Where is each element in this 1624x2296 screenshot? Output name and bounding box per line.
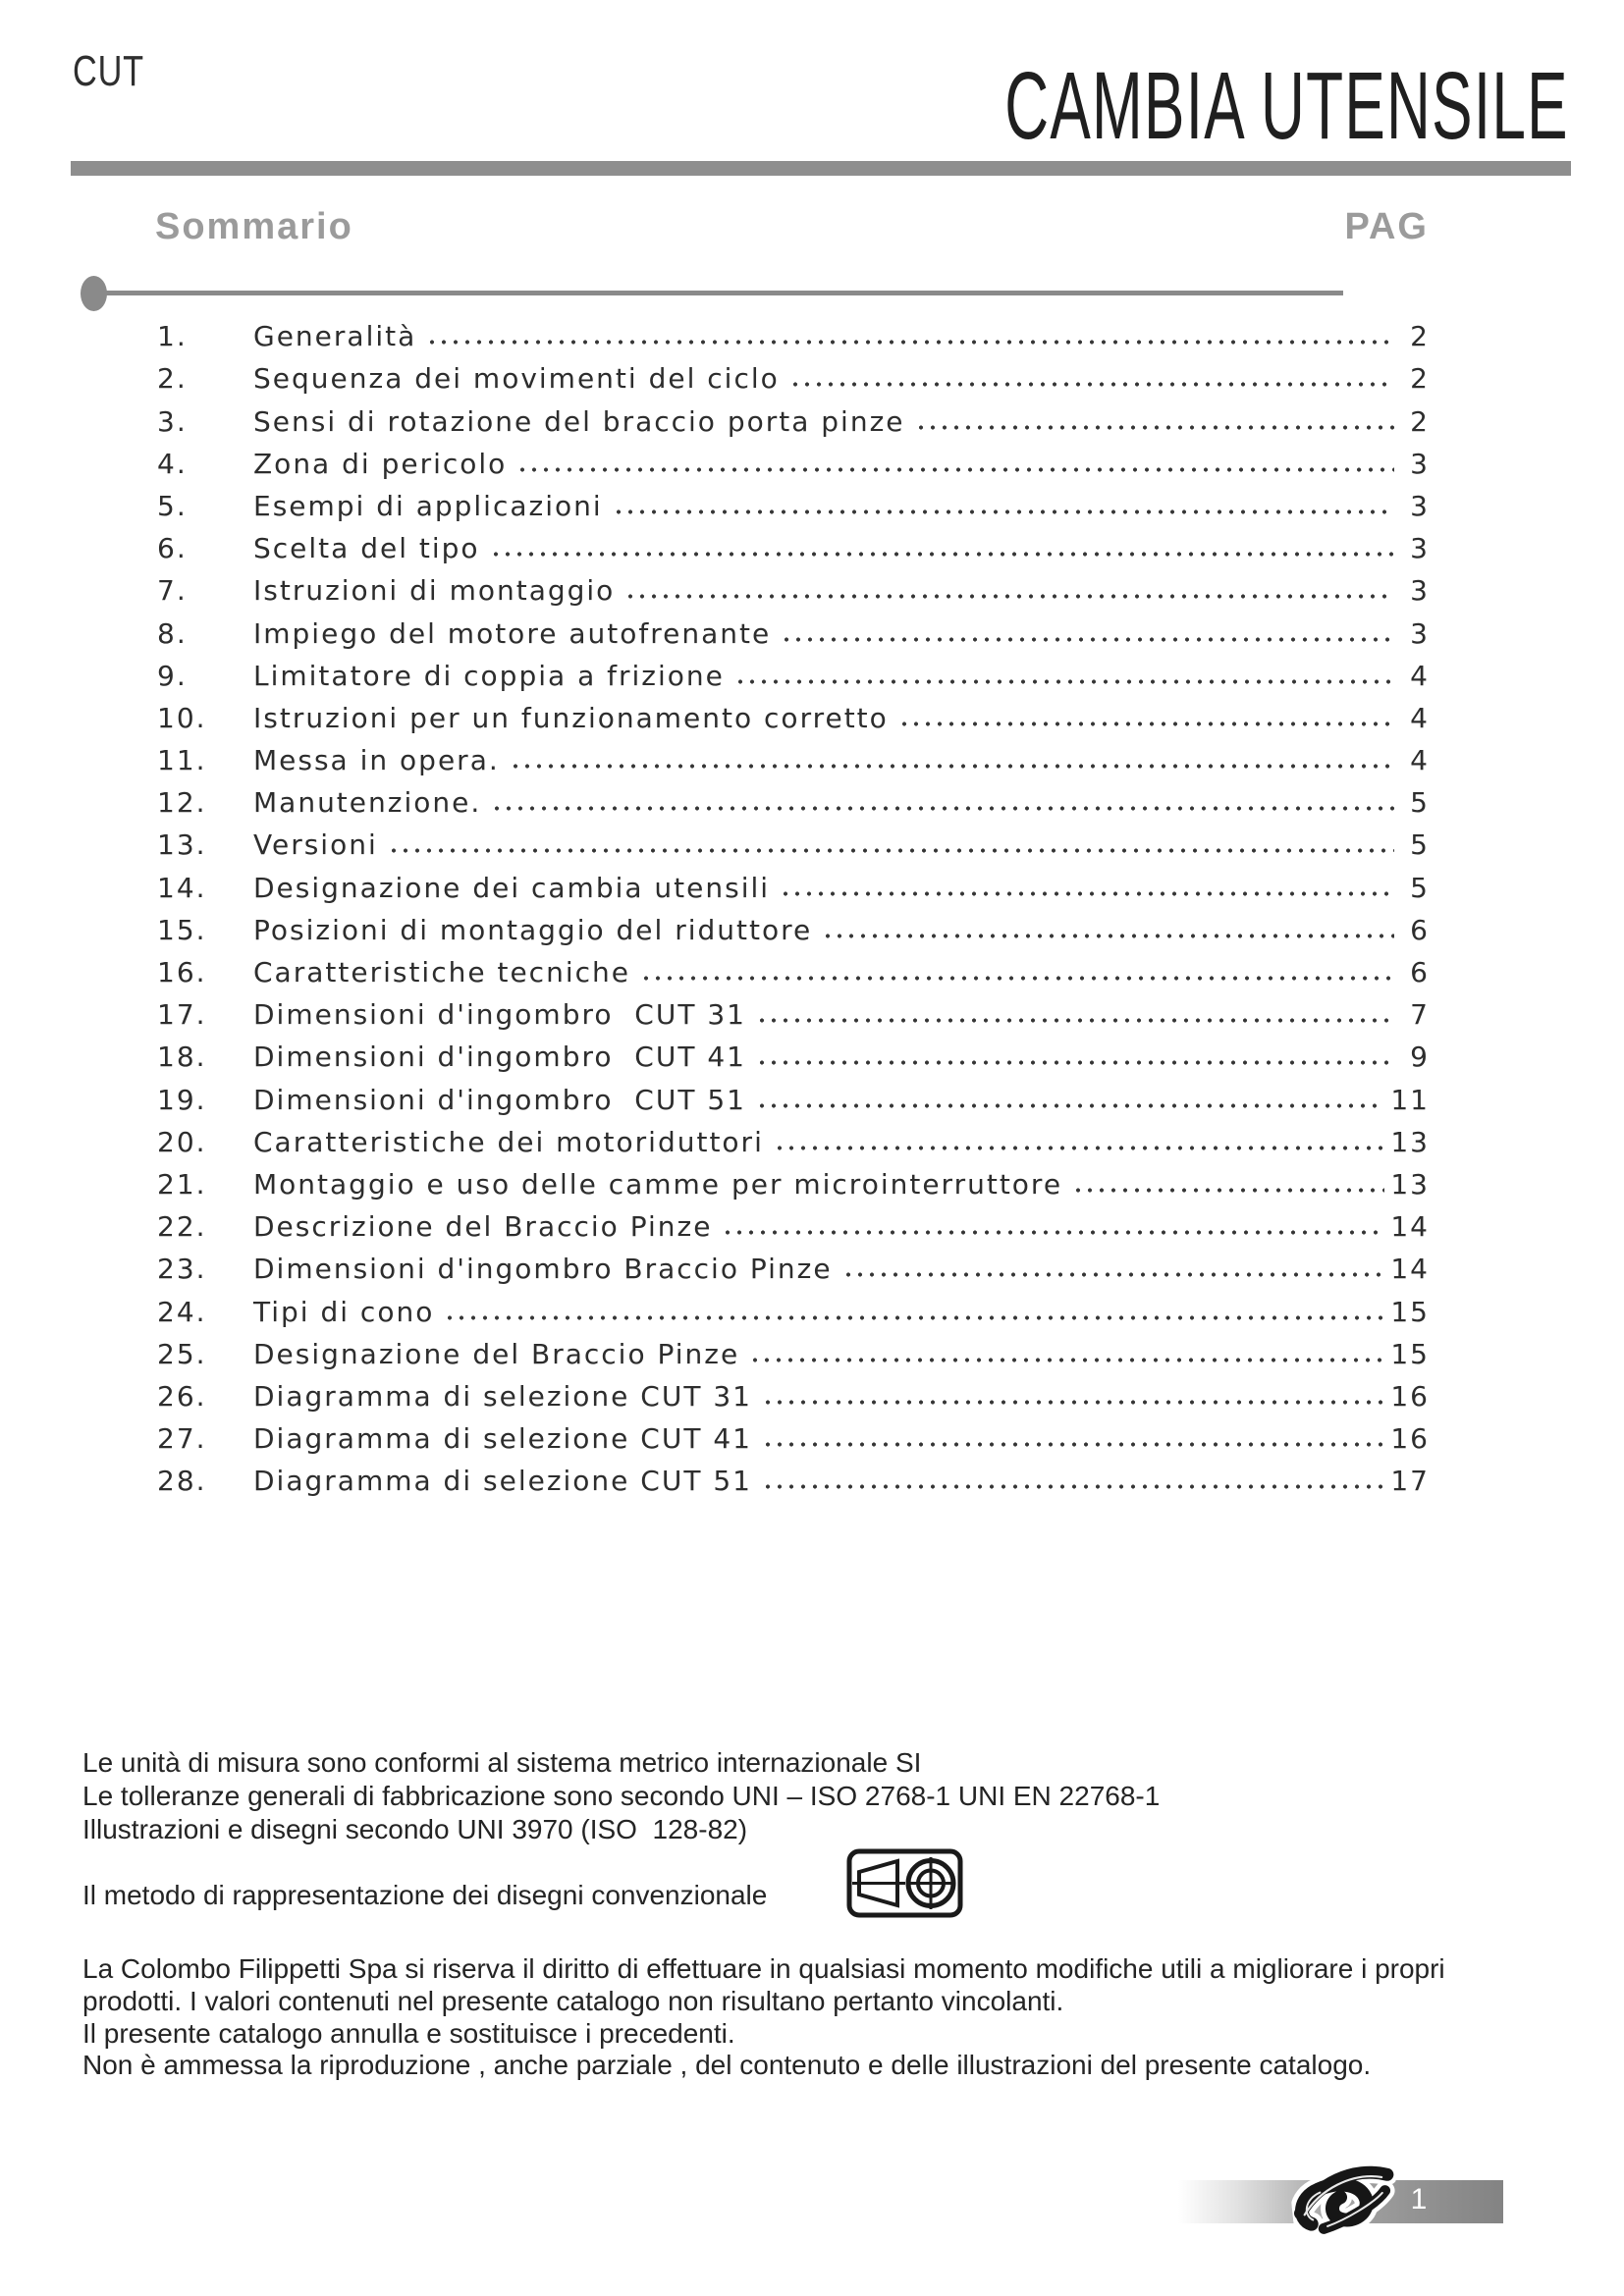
toc-row[interactable] xyxy=(157,734,1430,776)
toc-row[interactable] xyxy=(157,1116,1430,1158)
toc-item-page: 5 xyxy=(1410,786,1430,820)
toc-item-page: 3 xyxy=(1410,574,1430,608)
toc-item-number: 19. xyxy=(157,1083,207,1116)
toc-rule xyxy=(94,291,1343,295)
toc-item-number: 21. xyxy=(157,1167,207,1201)
toc-item-page: 13 xyxy=(1390,1167,1430,1201)
standards-notes xyxy=(82,1746,1160,1846)
toc-item-page: 14 xyxy=(1390,1210,1430,1244)
dot-leader xyxy=(779,607,1394,649)
toc-row[interactable] xyxy=(157,861,1430,903)
toc-item-number: 3. xyxy=(157,404,188,438)
toc-item-number: 11. xyxy=(157,744,207,777)
dot-leader xyxy=(488,522,1394,564)
toc-row[interactable] xyxy=(157,1158,1430,1201)
toc-item-number: 25. xyxy=(157,1337,207,1370)
dot-leader xyxy=(754,1031,1394,1073)
toc-item-number: 4. xyxy=(157,447,188,480)
toc-row[interactable] xyxy=(157,1328,1430,1370)
toc-row[interactable] xyxy=(157,692,1430,734)
dot-leader xyxy=(732,650,1394,692)
dot-leader xyxy=(778,861,1394,903)
dot-leader xyxy=(720,1201,1384,1243)
toc-item-number: 28. xyxy=(157,1465,207,1498)
drawing-method-note: Il metodo di rappresentazione dei disegni convenzionale xyxy=(82,1880,768,1910)
dot-leader xyxy=(820,904,1394,946)
dot-leader xyxy=(772,1116,1385,1158)
toc-item-page: 4 xyxy=(1410,701,1430,734)
disclaimer-text xyxy=(82,1953,1445,2082)
toc-item-number: 16. xyxy=(157,956,207,988)
toc-item-title: Dimensioni d'ingombro Braccio Pinze xyxy=(253,1253,833,1286)
toc-item-page: 14 xyxy=(1390,1253,1430,1286)
toc-item-title: Dimensioni d'ingombro CUT 31 xyxy=(253,998,746,1032)
note-line: Le unità di misura sono conformi al sistema metrico internazionale SI xyxy=(82,1747,922,1778)
toc-row[interactable] xyxy=(157,310,1430,352)
toc-item-title: Limitatore di coppia a frizione xyxy=(253,659,725,692)
toc-item-number: 8. xyxy=(157,616,188,650)
toc-item-title: Istruzioni per un funzionamento corretto xyxy=(253,701,889,734)
toc-item-title: Descrizione del Braccio Pinze xyxy=(253,1210,713,1244)
toc-item-title: Caratteristiche tecniche xyxy=(253,956,630,988)
toc-item-title: Zona di pericolo xyxy=(253,447,508,480)
dot-leader xyxy=(913,395,1394,437)
toc-item-title: Versioni xyxy=(253,828,378,862)
toc-item-number: 9. xyxy=(157,659,188,692)
toc-item-title: Esempi di applicazioni xyxy=(253,489,603,522)
footer-page-number: 1 xyxy=(1410,2183,1428,2216)
toc-item-page: 3 xyxy=(1410,616,1430,650)
dot-leader xyxy=(424,310,1394,352)
toc-item-title: Manutenzione. xyxy=(253,786,482,820)
toc-row[interactable] xyxy=(157,1073,1430,1115)
toc-item-page: 6 xyxy=(1410,956,1430,988)
dot-leader xyxy=(747,1328,1384,1370)
toc-row[interactable] xyxy=(157,352,1430,395)
toc-item-title: Diagramma di selezione CUT 31 xyxy=(253,1379,752,1413)
toc-item-title: Designazione dei cambia utensili xyxy=(253,871,771,904)
toc-item-number: 13. xyxy=(157,828,207,862)
toc-row[interactable] xyxy=(157,946,1430,988)
toc-list xyxy=(157,310,1430,1497)
dot-leader xyxy=(760,1413,1384,1455)
toc-item-page: 5 xyxy=(1410,828,1430,862)
toc-item-title: Dimensioni d'ingombro CUT 41 xyxy=(253,1041,746,1074)
note-line: Le tolleranze generali di fabbricazione sono secondo UNI – ISO 2768-1 UNI EN 22768-1 xyxy=(82,1781,1161,1811)
toc-item-number: 15. xyxy=(157,913,207,946)
toc-item-page: 2 xyxy=(1410,404,1430,438)
toc-item-number: 24. xyxy=(157,1295,207,1328)
toc-item-title: Diagramma di selezione CUT 51 xyxy=(253,1465,752,1498)
toc-item-number: 2. xyxy=(157,362,188,396)
toc-row[interactable] xyxy=(157,1285,1430,1327)
toc-item-page: 2 xyxy=(1410,320,1430,353)
toc-row[interactable] xyxy=(157,650,1430,692)
toc-item-page: 11 xyxy=(1390,1083,1430,1116)
toc-item-number: 12. xyxy=(157,786,207,820)
disclaimer-line: La Colombo Filippetti Spa si riserva il diritto di effettuare in qualsiasi momento modifiche utili a migliorare i propri xyxy=(82,1953,1445,1984)
toc-row[interactable] xyxy=(157,395,1430,437)
toc-item-title: Messa in opera. xyxy=(253,744,500,777)
header-divider-bar xyxy=(71,161,1571,176)
toc-row[interactable] xyxy=(157,1243,1430,1285)
toc-item-number: 10. xyxy=(157,701,207,734)
toc-item-number: 7. xyxy=(157,574,188,608)
toc-row[interactable] xyxy=(157,564,1430,607)
toc-row[interactable] xyxy=(157,988,1430,1031)
dot-leader xyxy=(760,1370,1384,1413)
product-code: CUT xyxy=(73,47,144,95)
toc-item-page: 17 xyxy=(1390,1465,1430,1498)
disclaimer-line: Il presente catalogo annulla e sostituisce i precedenti. xyxy=(82,2017,735,2049)
note-line: Illustrazioni e disegni secondo UNI 3970 (ISO 128-82) xyxy=(82,1814,748,1844)
toc-item-page: 4 xyxy=(1410,744,1430,777)
toc-row[interactable] xyxy=(157,819,1430,861)
toc-item-title: Designazione del Braccio Pinze xyxy=(253,1337,740,1370)
toc-item-page: 15 xyxy=(1390,1337,1430,1370)
toc-row[interactable] xyxy=(157,904,1430,946)
toc-item-title: Diagramma di selezione CUT 41 xyxy=(253,1422,752,1456)
toc-item-number: 18. xyxy=(157,1041,207,1074)
toc-row[interactable] xyxy=(157,1031,1430,1073)
toc-item-page: 4 xyxy=(1410,659,1430,692)
toc-item-title: Tipi di cono xyxy=(253,1295,435,1328)
toc-item-number: 26. xyxy=(157,1379,207,1413)
toc-item-page: 3 xyxy=(1410,489,1430,522)
toc-page-column-label: PAG xyxy=(1344,206,1429,247)
toc-item-title: Posizioni di montaggio del riduttore xyxy=(253,913,813,946)
toc-item-page: 16 xyxy=(1390,1422,1430,1456)
page-title: CAMBIA UTENSILE xyxy=(1004,52,1569,159)
toc-item-title: Caratteristiche dei motoriduttori xyxy=(253,1125,764,1158)
dot-leader xyxy=(896,692,1394,734)
toc-item-page: 3 xyxy=(1410,532,1430,565)
toc-item-title: Generalità xyxy=(253,320,417,353)
dot-leader xyxy=(754,988,1394,1031)
toc-row[interactable] xyxy=(157,1413,1430,1455)
dot-leader xyxy=(489,776,1394,819)
toc-item-number: 17. xyxy=(157,998,207,1032)
toc-row[interactable] xyxy=(157,607,1430,649)
toc-row[interactable] xyxy=(157,1370,1430,1413)
toc-item-title: Scelta del tipo xyxy=(253,532,480,565)
toc-item-number: 23. xyxy=(157,1253,207,1286)
toc-heading: Sommario xyxy=(155,206,353,247)
toc-row[interactable] xyxy=(157,522,1430,564)
toc-item-title: Istruzioni di montaggio xyxy=(253,574,616,608)
toc-item-title: Impiego del motore autofrenante xyxy=(253,616,772,650)
toc-item-number: 6. xyxy=(157,532,188,565)
first-angle-projection-icon xyxy=(846,1848,963,1918)
toc-item-number: 20. xyxy=(157,1125,207,1158)
toc-item-title: Montaggio e uso delle camme per microinterruttore xyxy=(253,1167,1063,1201)
dot-leader xyxy=(754,1073,1384,1115)
toc-item-page: 2 xyxy=(1410,362,1430,396)
dot-leader xyxy=(1070,1158,1384,1201)
dot-leader xyxy=(840,1243,1385,1285)
disclaimer-line: prodotti. I valori contenuti nel presente catalogo non risultano pertanto vincolanti. xyxy=(82,1985,1064,2016)
toc-item-page: 6 xyxy=(1410,913,1430,946)
dot-leader xyxy=(508,734,1394,776)
toc-item-page: 16 xyxy=(1390,1379,1430,1413)
toc-row[interactable] xyxy=(157,1455,1430,1497)
toc-item-number: 5. xyxy=(157,489,188,522)
dot-leader xyxy=(760,1455,1384,1497)
toc-item-page: 13 xyxy=(1390,1125,1430,1158)
toc-item-title: Sequenza dei movimenti del ciclo xyxy=(253,362,780,396)
toc-item-title: Dimensioni d'ingombro CUT 51 xyxy=(253,1083,746,1116)
dot-leader xyxy=(442,1285,1384,1327)
toc-item-page: 7 xyxy=(1410,998,1430,1032)
toc-item-number: 22. xyxy=(157,1210,207,1244)
dot-leader xyxy=(638,946,1394,988)
toc-item-page: 5 xyxy=(1410,871,1430,904)
toc-row[interactable] xyxy=(157,438,1430,480)
toc-item-number: 14. xyxy=(157,871,207,904)
toc-item-number: 1. xyxy=(157,320,188,353)
toc-item-number: 27. xyxy=(157,1422,207,1456)
toc-item-page: 9 xyxy=(1410,1041,1430,1074)
dot-leader xyxy=(514,438,1394,480)
toc-item-title: Sensi di rotazione del braccio porta pinze xyxy=(253,404,905,438)
dot-leader xyxy=(611,480,1394,522)
colombo-filippetti-knot-logo-icon xyxy=(1287,2153,1401,2242)
toc-item-page: 3 xyxy=(1410,447,1430,480)
disclaimer-line: Non è ammessa la riproduzione , anche parziale , del contenuto e delle illustrazioni del presente catalogo. xyxy=(82,2050,1372,2081)
dot-leader xyxy=(386,819,1394,861)
toc-row[interactable] xyxy=(157,480,1430,522)
dot-leader xyxy=(623,564,1394,607)
toc-item-page: 15 xyxy=(1390,1295,1430,1328)
dot-leader xyxy=(787,352,1394,395)
toc-row[interactable] xyxy=(157,776,1430,819)
toc-row[interactable] xyxy=(157,1201,1430,1243)
